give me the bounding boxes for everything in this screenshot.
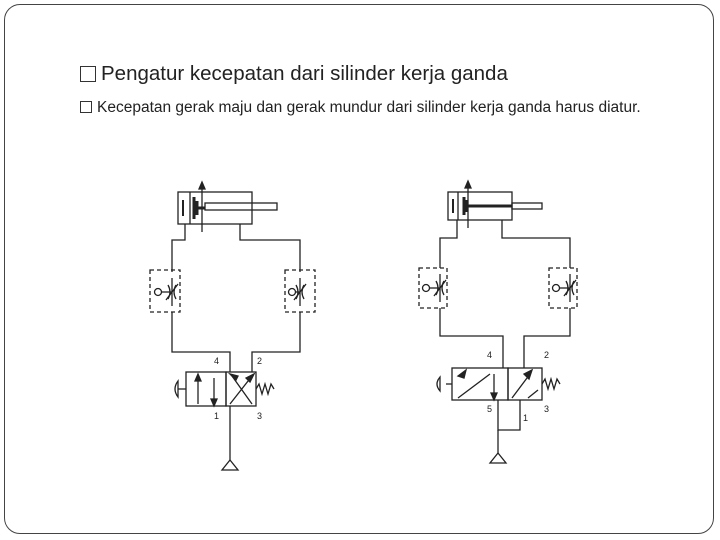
tube-left-c [172,312,230,372]
directional-valve-4-2-icon [175,372,274,406]
air-source-right-icon [490,453,506,463]
port-label-1: 1 [214,411,220,421]
tube-right-b [502,220,570,268]
diagram-right [419,181,577,463]
diagram-left-labels [214,356,262,421]
cylinder-left-icon [178,182,277,232]
tube-left-a [172,224,185,272]
port-label-2: 2 [544,350,550,360]
port-label-4: 4 [487,350,493,360]
flow-control-valve-right-icon [285,270,315,312]
port-label-3: 3 [257,411,263,421]
flow-control-valve-left-icon [150,270,180,312]
port-label-2: 2 [257,356,263,366]
diagram-left [150,182,315,470]
directional-valve-5-2-icon [437,368,560,400]
port-label-5: 5 [487,404,493,414]
tube-right-a [440,220,457,268]
flow-control-valve-right-diagram-right-icon [549,268,577,308]
flow-control-valve-right-diagram-left-icon [419,268,447,308]
diagram-right-labels [487,350,549,423]
tube-right-c [440,308,503,368]
air-source-left-icon [222,460,238,470]
tube-right-supply [498,400,520,430]
port-label-1: 1 [523,413,529,423]
tube-left-b [240,224,300,272]
port-label-4: 4 [214,356,220,366]
bullet-text-description: Kecepatan gerak maju dan gerak mundur dari silinder kerja ganda harus diatur. [97,99,641,116]
port-label-3: 3 [544,404,550,414]
cylinder-right-icon [448,181,542,228]
bullet-text-title: Pengatur kecepatan dari silinder kerja ganda [101,62,508,85]
